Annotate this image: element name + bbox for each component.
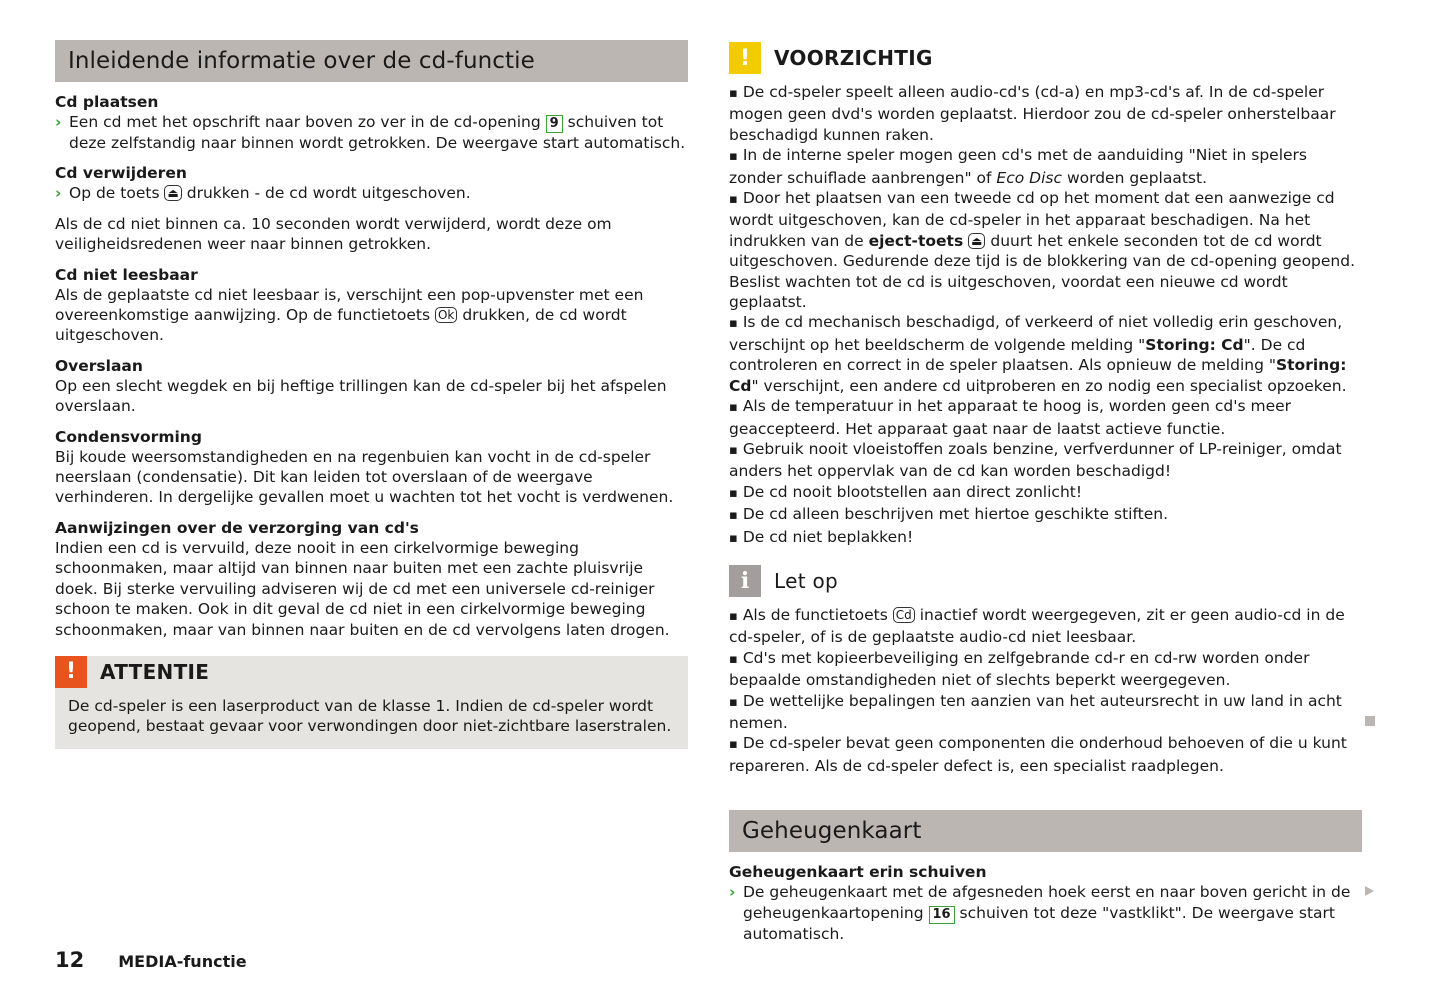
step-cd-verwijderen: › Op de toets ⏏ drukken - de cd wordt uitgeschoven.: [55, 184, 471, 203]
let-op-header: [729, 565, 1362, 597]
page-number: 12: [55, 948, 85, 972]
caution-item: ▪ Is de cd mechanisch beschadigd, of verkeerd of niet volledig erin geschoven, verschijnt op het beeldscherm de volgende melding "Storing: Cd". De cd controleren en correct in de speler plaatsen. Als opnieuw de melding "Storing: Cd" verschijnt, een andere cd uitproberen en zo nodig een specialist opzoeken.: [729, 312, 1362, 396]
attentie-box: [55, 656, 688, 749]
voorzichtig-label: VOORZICHTIG: [774, 46, 933, 70]
caution-item: ▪ De cd niet beplakken!: [729, 527, 1362, 549]
ok-key-icon: Ok: [435, 307, 457, 323]
subheading-condensvorming: Condensvorming: [55, 427, 202, 446]
subheading-cd-plaatsen: Cd plaatsen: [55, 93, 159, 111]
caution-item: ▪ De cd-speler speelt alleen audio-cd's (cd-a) en mp3-cd's af. In de cd-speler mogen geen dvd's worden geplaatst. Hierdoor zou de cd-speler onherstelbaar beschadigd kunnen raken.: [729, 82, 1362, 145]
paragraph-condensvorming: Bij koude weersomstandigheden en na regenbuien kan vocht in de cd-speler neerslaan (condensatie). Dit kan leiden tot overslaan of de weergave verhinderen. In dergelijke gevallen moet u wachten tot het vocht is verdwenen.: [55, 447, 674, 507]
eject-key-icon: ⏏: [164, 185, 181, 201]
chapter-title: MEDIA-functie: [118, 952, 247, 971]
caution-item: ▪ Gebruik nooit vloeistoffen zoals benzine, verfverdunner of LP-reiniger, omdat anders het oppervlak van de cd kan worden beschadigd!: [729, 439, 1362, 482]
reference-number-badge: 16: [929, 906, 955, 924]
caution-exclamation-icon: !: [729, 42, 761, 74]
subheading-overslaan: Overslaan: [55, 356, 143, 375]
chevron-right-icon: ›: [729, 883, 736, 902]
paragraph-verzorging: Indien een cd is vervuild, deze nooit in een cirkelvormige beweging schoonmaken, maar altijd van binnen naar buiten met een zachte pluisvrije doek. Bij sterke vervuiling adviseren wij de cd met een universele cd-reiniger schoon te maken. Ook in dit geval de cd niet in een cirkelvormige beweging schoonmaken, maar van binnen naar buiten en de cd vervolgens laten drogen.: [55, 538, 670, 639]
section-title: Inleidende informatie over de cd-functie: [55, 40, 688, 82]
let-op-label: Let op: [774, 568, 839, 593]
section-title-geheugenkaart: Geheugenkaart: [729, 810, 1362, 852]
paragraph-overslaan: Op een slecht wegdek en bij heftige trillingen kan de cd-speler bij het afspelen overslaan.: [55, 376, 667, 416]
note-item: ▪ De cd-speler bevat geen componenten die onderhoud behoeven of die u kunt repareren. Als de cd-speler defect is, een specialist raadplegen.: [729, 733, 1362, 776]
caution-item: ▪ Door het plaatsen van een tweede cd op het moment dat een aanwezige cd wordt uitgeschoven, kan de cd-speler in het apparaat beschadigen. Na het indrukken van de eject-toets ⏏ duurt het enkele seconden tot de cd wordt uitgeschoven. Gedurende deze tijd is de blokkering van de cd-opening geopend. Beslist wachten tot de cd is uitgeschoven, voordat een nieuwe cd wordt geplaatst.: [729, 188, 1362, 312]
chevron-right-icon: ›: [55, 113, 62, 131]
right-column: [729, 42, 1362, 944]
attentie-label: ATTENTIE: [100, 659, 210, 684]
voorzichtig-header: [729, 42, 1362, 74]
note-item: ▪ Als de functietoets Cd inactief wordt weergegeven, zit er geen audio-cd in de cd-speler, of is de geplaatste audio-cd niet leesbaar.: [729, 605, 1362, 648]
reference-number-badge: 9: [546, 115, 563, 133]
paragraph-verwijderen-note: Als de cd niet binnen ca. 10 seconden wordt verwijderd, wordt deze om veiligheidsredenen weer naar binnen getrokken.: [55, 214, 612, 254]
paragraph-niet-leesbaar: Als de geplaatste cd niet leesbaar is, verschijnt een pop-upvenster met een overeenkomstige aanwijzing. Op de functietoets Ok drukken, de cd wordt uitgeschoven.: [55, 285, 644, 345]
subheading-geheugenkaart: Geheugenkaart erin schuiven: [729, 863, 987, 882]
step-cd-plaatsen: › Een cd met het opschrift naar boven zo ver in de cd-opening 9 schuiven tot deze zelfstandig naar binnen wordt getrokken. De weergave start automatisch.: [55, 113, 686, 152]
cd-key-icon: Cd: [893, 607, 915, 623]
subheading-verzorging: Aanwijzingen over de verzorging van cd's: [55, 518, 419, 537]
caution-item: ▪ De cd nooit blootstellen aan direct zonlicht!: [729, 482, 1362, 504]
note-item: ▪ De wettelijke bepalingen ten aanzien van het auteursrecht in uw land in acht nemen.: [729, 691, 1362, 734]
caution-item: ▪ De cd alleen beschrijven met hiertoe geschikte stiften.: [729, 504, 1362, 526]
warning-exclamation-icon: !: [55, 656, 87, 688]
left-column: [55, 40, 688, 749]
info-icon: i: [729, 565, 761, 597]
subheading-cd-verwijderen: Cd verwijderen: [55, 164, 187, 183]
continue-arrow-icon: [1365, 886, 1374, 896]
chevron-right-icon: ›: [55, 184, 62, 203]
attentie-text: De cd-speler is een laserproduct van de klasse 1. Indien de cd-speler wordt geopend, bestaat gevaar voor verwondingen door niet-zichtbare laserstralen.: [68, 696, 672, 736]
caution-item: ▪ In de interne speler mogen geen cd's met de aanduiding "Niet in spelers zonder schuiflade aanbrengen" of Eco Disc worden geplaatst.: [729, 145, 1362, 188]
page-footer: [55, 948, 247, 972]
step-geheugenkaart: › De geheugenkaart met de afgesneden hoek eerst en naar boven gericht in de geheugenkaartopening 16 schuiven tot deze "vastklikt". De weergave start automatisch.: [729, 883, 1351, 943]
note-item: ▪ Cd's met kopieerbeveiliging en zelfgebrande cd-r en cd-rw worden onder bepaalde omstandigheden niet of slechts beperkt weergegeven.: [729, 648, 1362, 691]
caution-item: ▪ Als de temperatuur in het apparaat te hoog is, worden geen cd's meer geaccepteerd. Het apparaat gaat naar de laatst actieve functie.: [729, 396, 1362, 439]
eject-key-icon: ⏏: [968, 233, 985, 249]
subheading-niet-leesbaar: Cd niet leesbaar: [55, 265, 198, 284]
section-end-square-icon: [1365, 716, 1375, 726]
